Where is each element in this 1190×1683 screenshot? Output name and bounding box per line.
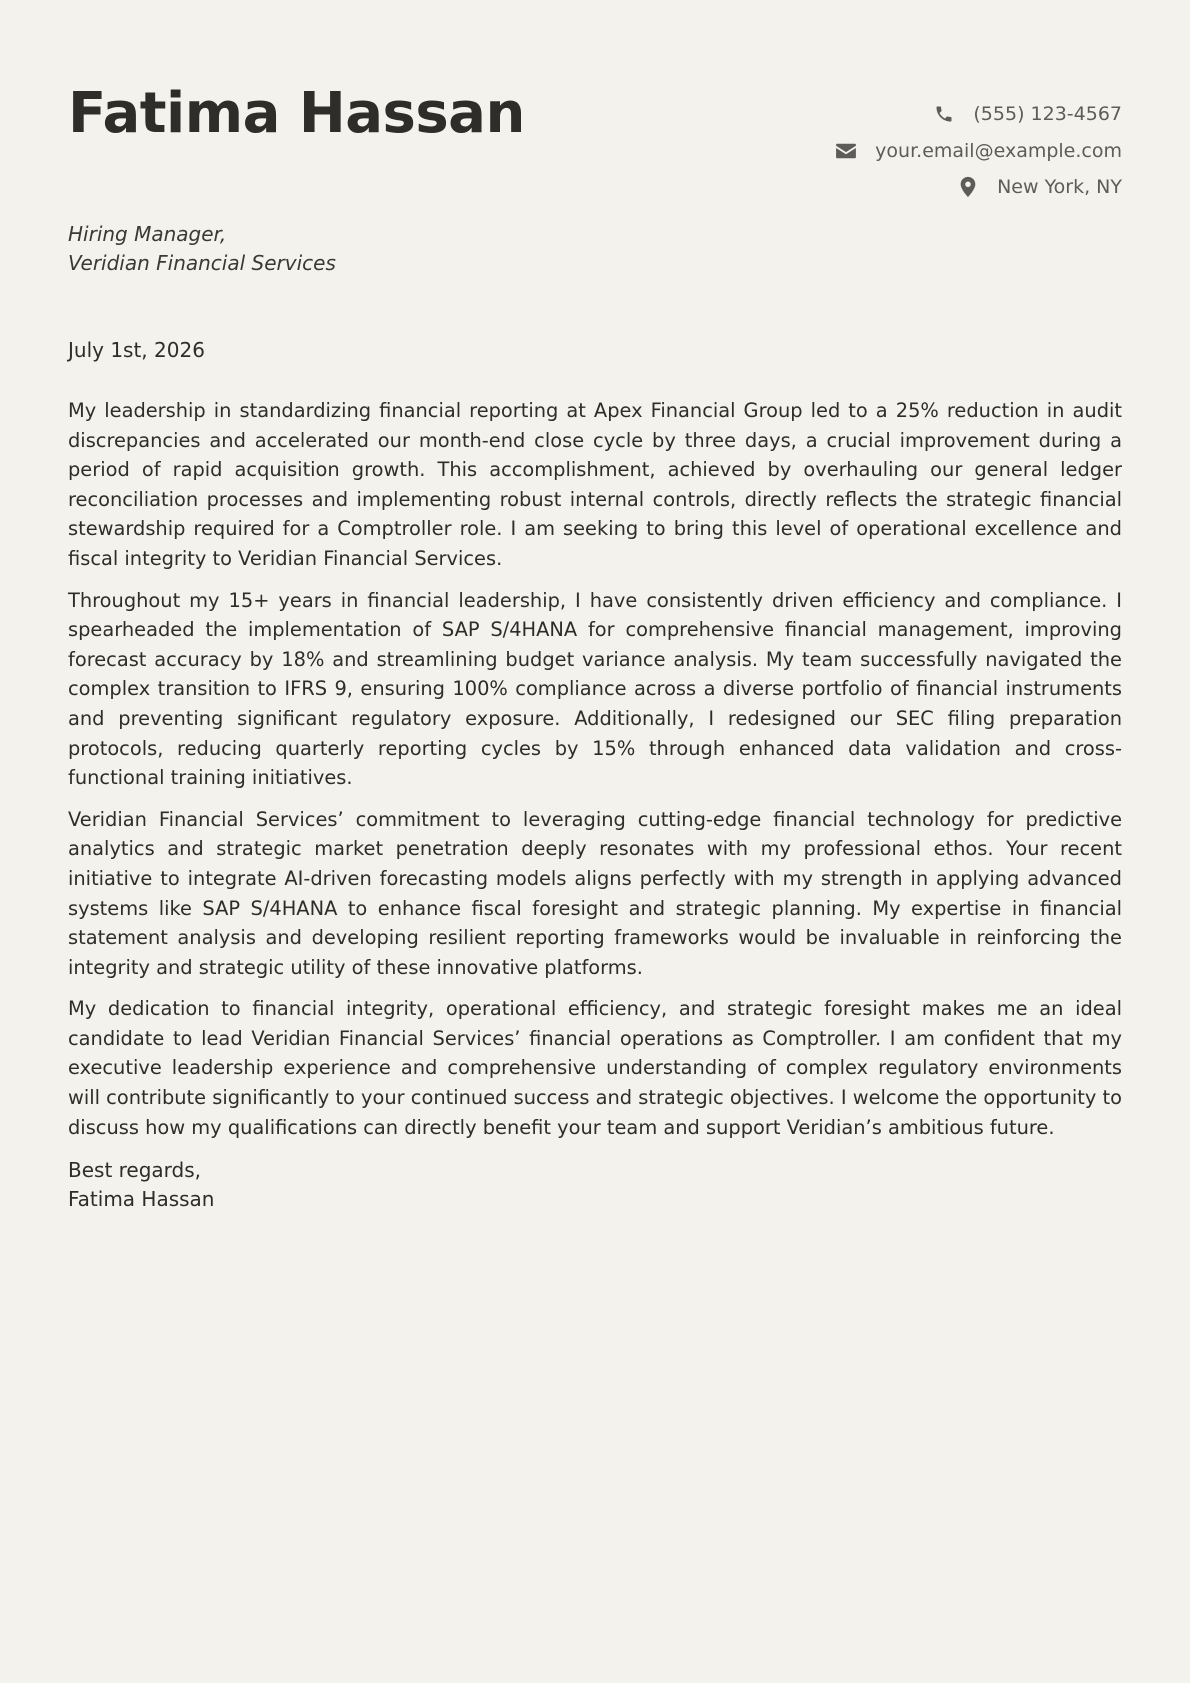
map-pin-icon [957,176,979,198]
contact-list [835,96,1122,206]
contact-email [835,133,1122,170]
email-address: your.email@example.com [875,139,1122,162]
recipient-title: Hiring Manager, [68,222,227,246]
phone-icon [933,103,955,125]
recipient-company: Veridian Financial Services [68,251,336,275]
body-paragraph-1: My leadership in standardizing financial reporting at Apex Financial Group led to a 25% reduction in audit discrepancies and accelerated our month-end close cycle by three days, a crucial improvement during a period of rapid acquisition growth. This accomplishment, achieved by overhauling our general ledger reconciliation processes and implementing robust internal controls, directly reflects the strategic financial stewardship required for a Comptroller role. I am seeking to bring this level of operational excellence and fiscal integrity to Veridian Financial Services. [68,399,1122,570]
body-paragraph-4: My dedication to financial integrity, operational efficiency, and strategic foresight makes me an ideal candidate to lead Veridian Financial Services’ financial operations as Comptroller. I am confident that my executive leadership experience and comprehensive understanding of complex regulatory environments will contribute significantly to your continued success and strategic objectives. I welcome the opportunity to discuss how my qualifications can directly benefit your team and support Veridian’s ambitious future. [68,997,1122,1139]
letter-date: July 1st, 2026 [68,338,205,362]
contact-phone [835,96,1122,133]
closing-signature: Fatima Hassan [68,1187,215,1211]
body-paragraph-3: Veridian Financial Services’ commitment to leveraging cutting-edge financial technology for predictive analytics and strategic market penetration deeply resonates with my professional ethos. Your recent initiative to integrate AI-driven forecasting models aligns perfectly with my strength in applying advanced systems like SAP S/4HANA to enhance fiscal foresight and strategic planning. My expertise in financial statement analysis and developing resilient reporting frameworks would be invaluable in reinforcing the integrity and strategic utility of these innovative platforms. [68,807,1122,979]
contact-location [835,169,1122,206]
phone-number: (555) 123-4567 [973,103,1122,126]
envelope-icon [835,140,857,162]
letter-header [68,0,1122,206]
recipient-block [68,220,336,278]
body-paragraph-2: Throughout my 15+ years in financial leadership, I have consistently driven efficiency and compliance. I spearheaded the implementation of SAP S/4HANA for comprehensive financial management, improving forecast accuracy by 18% and streamlining budget variance analysis. My team successfully navigated the complex transition to IFRS 9, ensuring 100% compliance across a diverse portfolio of financial instruments and preventing significant regulatory exposure. Additionally, I redesigned our SEC filing preparation protocols, reducing quarterly reporting cycles by 15% through enhanced data validation and cross-functional training initiatives. [68,588,1122,790]
applicant-name: Fatima Hassan [68,81,525,146]
closing-salutation: Best regards, [68,1158,202,1182]
closing-block [68,1156,214,1214]
location-text: New York, NY [997,176,1122,199]
letter-body [68,396,1122,1154]
